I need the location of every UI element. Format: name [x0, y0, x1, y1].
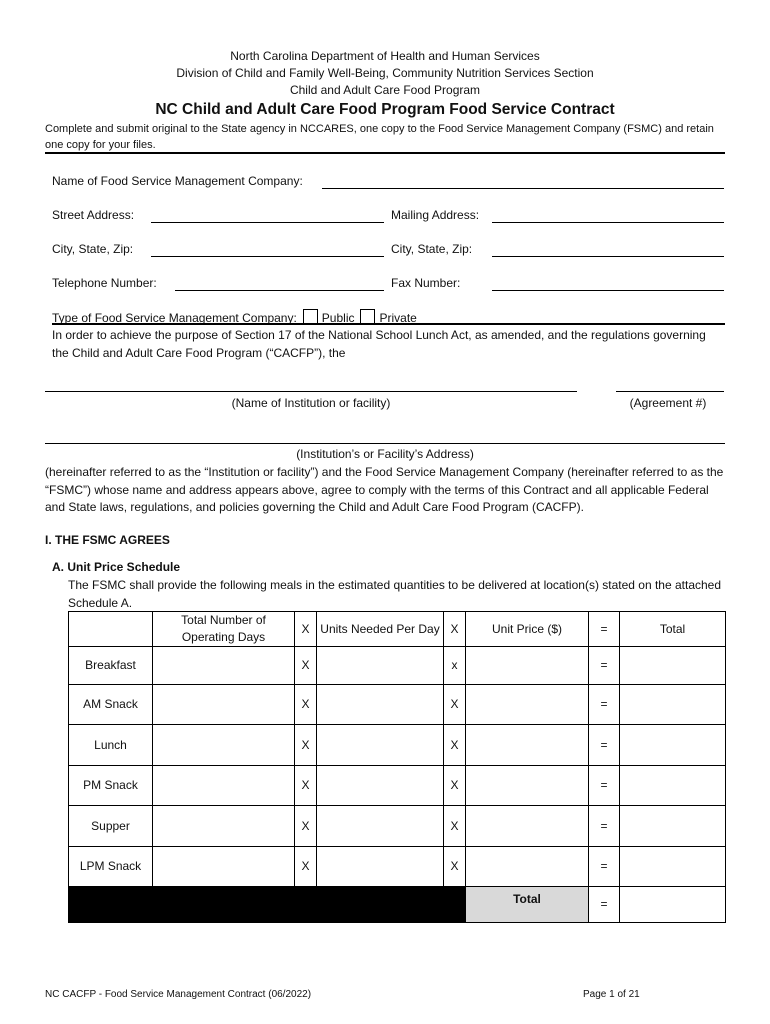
- table-row: [69, 725, 726, 766]
- footer-form-id: NC CACFP - Food Service Management Contract (06/2022): [45, 989, 312, 1000]
- city-state-zip-field[interactable]: [151, 256, 384, 257]
- multiply-sign: X: [295, 725, 317, 766]
- multiply-sign: X: [444, 847, 466, 887]
- subsection-heading: A. Unit Price Schedule: [52, 560, 181, 574]
- street-address-label: Street Address:: [52, 208, 135, 222]
- equals-sign: =: [589, 685, 620, 725]
- units-per-day-cell[interactable]: [317, 847, 444, 887]
- total-cell[interactable]: [620, 685, 726, 725]
- total-cell[interactable]: [620, 847, 726, 887]
- equals-sign: =: [589, 647, 620, 685]
- unit-price-cell[interactable]: [466, 806, 589, 847]
- header-units-per-day: Units Needed Per Day: [317, 612, 444, 647]
- public-checkbox[interactable]: [303, 309, 318, 324]
- operating-days-cell[interactable]: [153, 647, 295, 685]
- header-equals: =: [589, 612, 620, 647]
- meal-label: Lunch: [69, 725, 153, 766]
- meal-label: PM Snack: [69, 766, 153, 806]
- agreement-number-caption: (Agreement #): [629, 396, 707, 410]
- units-per-day-cell[interactable]: [317, 725, 444, 766]
- operating-days-cell[interactable]: [153, 847, 295, 887]
- fax-label: Fax Number:: [391, 276, 461, 290]
- multiply-sign: X: [444, 725, 466, 766]
- multiply-sign: X: [295, 766, 317, 806]
- mailing-city-state-zip-label: City, State, Zip:: [391, 242, 473, 256]
- section-heading: I. THE FSMC AGREES: [45, 533, 170, 547]
- operating-days-cell[interactable]: [153, 685, 295, 725]
- multiply-sign: X: [295, 806, 317, 847]
- total-cell[interactable]: [620, 766, 726, 806]
- equals-sign: =: [589, 806, 620, 847]
- institution-name-caption: (Name of Institution or facility): [231, 396, 391, 410]
- header-operating-days: Total Number of Operating Days: [153, 612, 295, 647]
- multiply-sign: X: [295, 847, 317, 887]
- unit-price-cell[interactable]: [466, 847, 589, 887]
- telephone-field[interactable]: [175, 290, 384, 291]
- company-name-label: Name of Food Service Management Company:: [52, 174, 303, 188]
- private-option-label: Private: [379, 311, 417, 325]
- agreement-number-field[interactable]: [616, 391, 724, 392]
- blank-shaded-cell: [444, 887, 466, 923]
- units-per-day-cell[interactable]: [317, 766, 444, 806]
- total-cell[interactable]: [620, 806, 726, 847]
- unit-price-schedule-table: [68, 611, 726, 923]
- table-row: [69, 766, 726, 806]
- grand-total-label: Total: [466, 887, 589, 923]
- meal-label: Breakfast: [69, 647, 153, 685]
- total-cell[interactable]: [620, 647, 726, 685]
- multiply-sign: x: [444, 647, 466, 685]
- footer-page-number: Page 1 of 21: [583, 989, 640, 1000]
- equals-sign: =: [589, 847, 620, 887]
- institution-address-caption: (Institution’s or Facility’s Address): [296, 447, 474, 461]
- grand-total-cell[interactable]: [620, 887, 726, 923]
- city-state-zip-label: City, State, Zip:: [52, 242, 134, 256]
- table-header-row: [69, 612, 726, 647]
- equals-sign: =: [589, 766, 620, 806]
- agency-line-1: North Carolina Department of Health and Human Services: [230, 49, 540, 63]
- table-row: [69, 847, 726, 887]
- institution-address-field[interactable]: [45, 443, 725, 444]
- agreement-paragraph: (hereinafter referred to as the “Institution or facility”) and the Food Service Management Company (hereinafter referred to as the “FSMC”) whose name and address appears above, agree to comply with the terms of this Contract and all applicable Federal and State laws, regulations, and policies governing the Child and Adult Care Food Program (CACFP).: [45, 465, 724, 514]
- blank-shaded-cell: [69, 887, 153, 923]
- multiply-sign: X: [444, 766, 466, 806]
- company-name-field[interactable]: [322, 188, 724, 189]
- private-checkbox[interactable]: [360, 309, 375, 324]
- unit-price-cell[interactable]: [466, 766, 589, 806]
- header-unit-price: Unit Price ($): [466, 612, 589, 647]
- table-total-row: [69, 887, 726, 923]
- table-row: [69, 806, 726, 847]
- operating-days-cell[interactable]: [153, 725, 295, 766]
- header-multiply-1: X: [295, 612, 317, 647]
- meal-label: LPM Snack: [69, 847, 153, 887]
- header-meal: [69, 612, 153, 647]
- unit-price-description: The FSMC shall provide the following meals in the estimated quantities to be delivered at location(s) stated on the attached Schedule A.: [68, 578, 722, 610]
- unit-price-cell[interactable]: [466, 685, 589, 725]
- company-type-label: Type of Food Service Management Company:: [52, 311, 297, 325]
- telephone-label: Telephone Number:: [52, 276, 157, 290]
- purpose-paragraph: In order to achieve the purpose of Section 17 of the National School Lunch Act, as amended, and the regulations governing the Child and Adult Care Food Program (“CACFP”), the: [52, 328, 706, 360]
- units-per-day-cell[interactable]: [317, 647, 444, 685]
- agency-line-3: Child and Adult Care Food Program: [289, 83, 481, 97]
- units-per-day-cell[interactable]: [317, 806, 444, 847]
- meal-label: Supper: [69, 806, 153, 847]
- institution-name-field[interactable]: [45, 391, 577, 392]
- unit-price-cell[interactable]: [466, 725, 589, 766]
- blank-shaded-cell: [153, 887, 295, 923]
- operating-days-cell[interactable]: [153, 806, 295, 847]
- meal-label: AM Snack: [69, 685, 153, 725]
- fax-field[interactable]: [492, 290, 724, 291]
- document-title: NC Child and Adult Care Food Program Food Service Contract: [155, 101, 615, 118]
- equals-sign: =: [589, 725, 620, 766]
- operating-days-cell[interactable]: [153, 766, 295, 806]
- multiply-sign: X: [444, 806, 466, 847]
- units-per-day-cell[interactable]: [317, 685, 444, 725]
- mailing-address-label: Mailing Address:: [391, 208, 480, 222]
- unit-price-cell[interactable]: [466, 647, 589, 685]
- total-cell[interactable]: [620, 725, 726, 766]
- multiply-sign: X: [295, 685, 317, 725]
- multiply-sign: X: [295, 647, 317, 685]
- submission-instructions: Complete and submit original to the State agency in NCCARES, one copy to the Food Service Management Company (FSMC) and retain one copy for your files.: [45, 123, 714, 151]
- table-row: [69, 647, 726, 685]
- header-multiply-2: X: [444, 612, 466, 647]
- street-address-field[interactable]: [151, 222, 384, 223]
- agency-line-2: Division of Child and Family Well-Being, Community Nutrition Services Section: [176, 66, 594, 80]
- table-row: [69, 685, 726, 725]
- header-divider: [45, 152, 725, 154]
- mailing-address-field[interactable]: [492, 222, 724, 223]
- multiply-sign: X: [444, 685, 466, 725]
- public-option-label: Public: [321, 311, 355, 325]
- header-total: Total: [620, 612, 726, 647]
- grand-total-equals: =: [589, 887, 620, 923]
- blank-shaded-cell: [295, 887, 317, 923]
- blank-shaded-cell: [317, 887, 444, 923]
- mailing-city-state-zip-field[interactable]: [492, 256, 724, 257]
- fields-divider: [52, 323, 725, 325]
